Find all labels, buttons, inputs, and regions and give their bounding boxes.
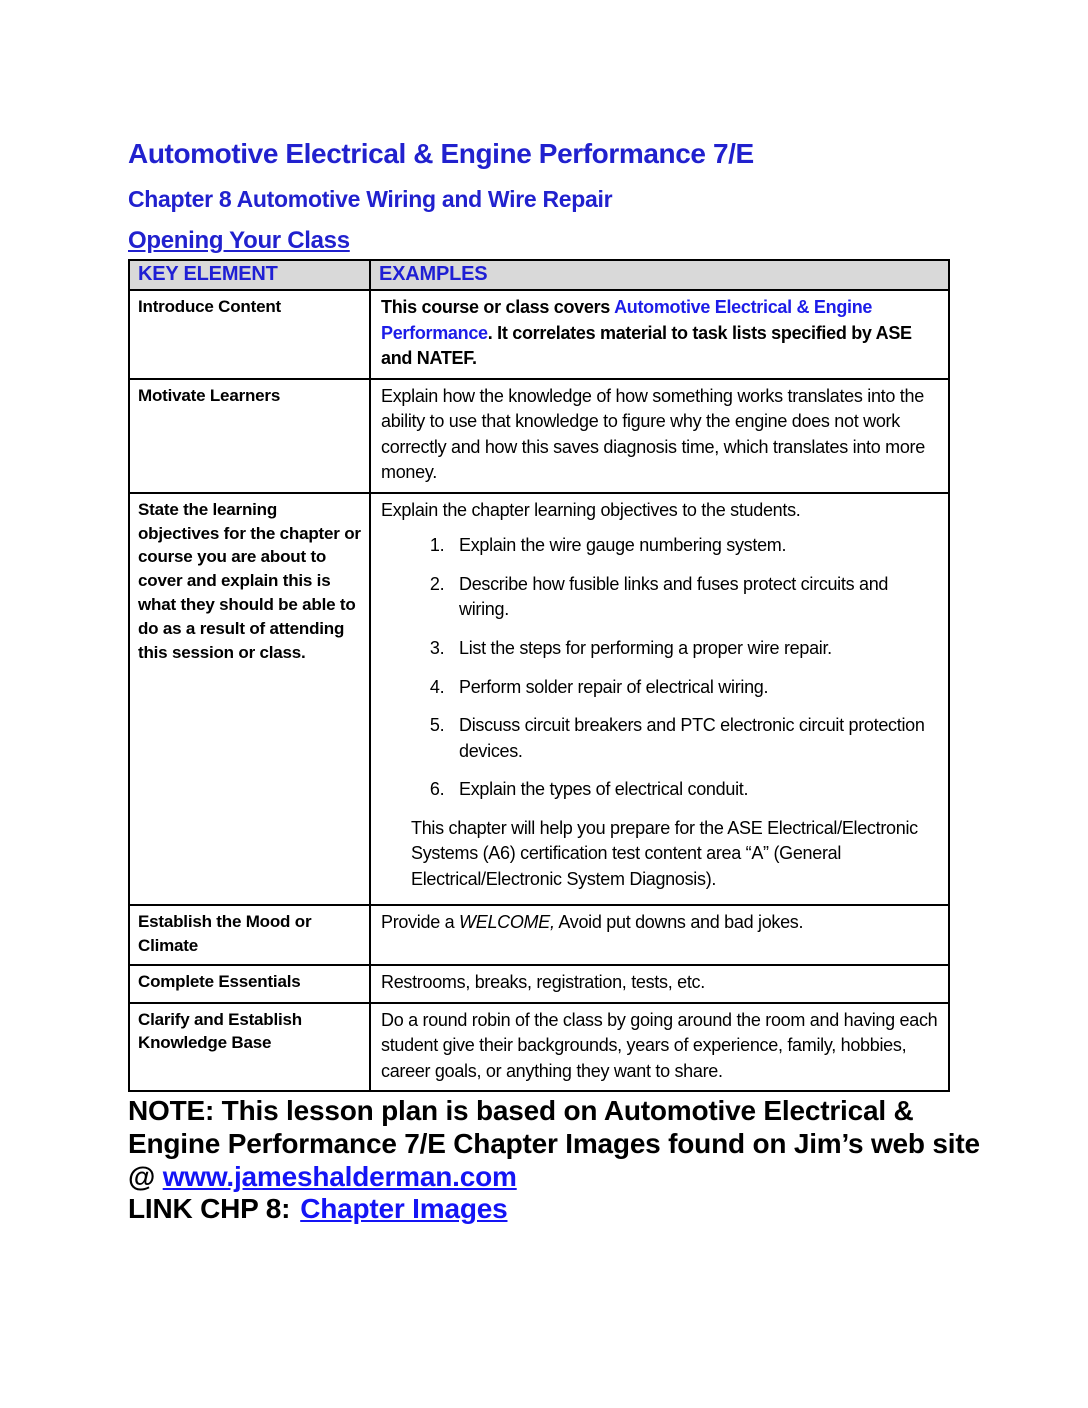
- lesson-plan-table: [128, 259, 950, 1092]
- key-element-cell: Clarify and Establish Knowledge Base: [129, 1003, 370, 1092]
- examples-cell: [370, 905, 949, 965]
- table-row-clarify-knowledge: [129, 1003, 949, 1092]
- key-element-cell: State the learning objectives for the chapter or course you are about to cover and explain this is what they should be able to do as a result of attending this session or class.: [129, 493, 370, 906]
- key-element-cell: Establish the Mood or Climate: [129, 905, 370, 965]
- jameshalderman-website-link[interactable]: www.jameshalderman.com: [162, 1160, 517, 1192]
- examples-text: . It correlates material to task lists specified by ASE and NATEF.: [381, 322, 912, 369]
- table-row-learning-objectives: [129, 493, 949, 906]
- objectives-intro: Explain the chapter learning objectives to the students.: [381, 499, 801, 520]
- objective-item: 2. Describe how fusible links and fuses protect circuits and wiring.: [449, 572, 938, 623]
- objective-item: 6. Explain the types of electrical conduit.: [449, 777, 938, 803]
- chapter-images-link[interactable]: Chapter Images: [300, 1193, 508, 1225]
- chapter-link-line: [128, 1193, 988, 1226]
- table-row-introduce-content: [129, 290, 949, 379]
- table-row-motivate-learners: [129, 379, 949, 493]
- objectives-list: [381, 533, 938, 802]
- key-element-cell: Introduce Content: [129, 290, 370, 379]
- course-title-highlight: Automotive Electrical & Engine Performance: [381, 297, 873, 343]
- note-text: NOTE: This lesson plan is based on Automotive Electrical & Engine Performance 7/E Chapter Images found on Jim’s web site @: [128, 1095, 980, 1192]
- examples-cell: Do a round robin of the class by going around the room and having each student give their backgrounds, years of experience, family, hobbies, career goals, or anything they want to share.: [370, 1003, 949, 1092]
- link-chp8-label: LINK CHP 8:: [128, 1193, 291, 1225]
- examples-text: Provide a: [381, 912, 460, 933]
- objective-item: 5. Discuss circuit breakers and PTC electronic circuit protection devices.: [449, 713, 938, 764]
- welcome-emphasis: WELCOME,: [459, 912, 555, 933]
- table-header-row: [129, 260, 949, 290]
- examples-cell: [370, 290, 949, 379]
- objective-item: 4. Perform solder repair of electrical wiring.: [449, 675, 938, 701]
- section-heading-opening-your-class: Opening Your Class: [128, 227, 350, 254]
- objectives-closing-paragraph: This chapter will help you prepare for the ASE Electrical/Electronic Systems (A6) certification test content area “A” (General Electrical/Electronic System Diagnosis).: [411, 817, 918, 889]
- examples-cell: [370, 493, 949, 906]
- key-element-cell: Motivate Learners: [129, 379, 370, 493]
- chapter-heading: Chapter 8 Automotive Wiring and Wire Repair: [128, 186, 613, 212]
- column-header-examples: EXAMPLES: [370, 260, 949, 290]
- examples-cell: Explain how the knowledge of how something works translates into the ability to use that knowledge to figure why the engine does not work correctly and how this saves diagnosis time, which translates into more money.: [370, 379, 949, 493]
- table-row-establish-mood: [129, 905, 949, 965]
- examples-cell: Restrooms, breaks, registration, tests, etc.: [370, 965, 949, 1003]
- objective-item: 1. Explain the wire gauge numbering system.: [449, 533, 938, 559]
- examples-text: Avoid put downs and bad jokes.: [554, 912, 804, 933]
- objective-item: 3. List the steps for performing a proper wire repair.: [449, 636, 938, 662]
- key-element-cell: Complete Essentials: [129, 965, 370, 1003]
- table-row-complete-essentials: [129, 965, 949, 1003]
- column-header-key-element: KEY ELEMENT: [129, 260, 370, 290]
- examples-text: This course or class covers: [381, 297, 615, 317]
- note-paragraph: [128, 1095, 988, 1193]
- document-title: Automotive Electrical & Engine Performance 7/E: [128, 138, 754, 169]
